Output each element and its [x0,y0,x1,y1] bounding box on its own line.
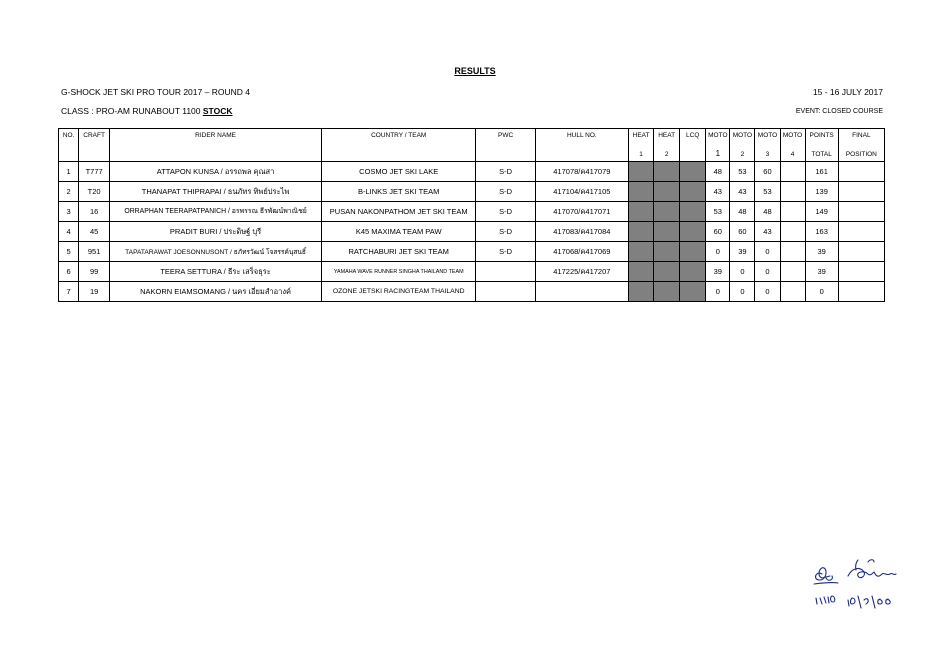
cell-final [838,282,884,302]
header-moto-3: MOTO 3 [755,129,780,162]
cell-team: RATCHABURI JET SKI TEAM [321,242,476,262]
header-points-total: POINTS TOTAL [805,129,838,162]
cell-points: 39 [805,242,838,262]
cell-craft: 951 [79,242,110,262]
cell-moto-4 [780,262,805,282]
cell-no: 5 [59,242,79,262]
header-final-position: FINAL POSITION [838,129,884,162]
cell-moto-4 [780,222,805,242]
cell-moto-2: 53 [730,162,755,182]
cell-craft: T20 [79,182,110,202]
cell-moto-3: 48 [755,202,780,222]
cell-lcq [680,182,706,202]
cell-rider-name: TAPATARAWAT JOESONNUSONT / ธภัทรวัฒน์ โจสรรค์นุสนธิ์ [110,242,322,262]
cell-moto-3: 53 [755,182,780,202]
header-craft: CRAFT [79,129,110,162]
cell-moto-3: 0 [755,262,780,282]
cell-final [838,202,884,222]
cell-points: 39 [805,262,838,282]
cell-heat-2 [654,262,680,282]
cell-heat-1 [629,202,654,222]
cell-rider-name: ORRAPHAN TEERAPATPANICH / อรพรรณ ธีรพัฒน์พาณิชย์ [110,202,322,222]
page-title: RESULTS [454,66,496,76]
cell-rider-name: NAKORN EIAMSOMANG / นคร เอี่ยมสำอางค์ [110,282,322,302]
cell-moto-3: 43 [755,222,780,242]
cell-hull [535,282,628,302]
cell-moto-4 [780,282,805,302]
class-prefix: CLASS : PRO-AM RUNABOUT 1100 [61,106,203,116]
cell-hull: 417104/ค417105 [535,182,628,202]
class-line [61,106,232,116]
table-row [59,202,885,222]
cell-hull: 417225/ค417207 [535,262,628,282]
cell-points: 0 [805,282,838,302]
cell-lcq [680,262,706,282]
cell-hull: 417070/ค417071 [535,202,628,222]
cell-rider-name: ATTAPON KUNSA / อรรถพล คุณสา [110,162,322,182]
cell-pwc: S-D [476,222,535,242]
cell-heat-2 [654,282,680,302]
cell-heat-1 [629,282,654,302]
cell-team: B-LINKS JET SKI TEAM [321,182,476,202]
header-rider-name: RIDER NAME [110,129,322,162]
cell-pwc: S-D [476,162,535,182]
cell-hull: 417068/ค417069 [535,242,628,262]
cell-points: 149 [805,202,838,222]
cell-pwc: S-D [476,242,535,262]
cell-moto-4 [780,162,805,182]
cell-heat-2 [654,162,680,182]
cell-points: 139 [805,182,838,202]
cell-heat-2 [654,202,680,222]
class-stock: STOCK [202,106,233,116]
table-row [59,262,885,282]
header-moto-1: MOTO 1 [706,129,730,162]
cell-no: 6 [59,262,79,282]
cell-heat-1 [629,242,654,262]
cell-rider-name: THANAPAT THIPRAPAI / ธนภัทร ทิพย์ประไพ [110,182,322,202]
cell-moto-4 [780,202,805,222]
cell-moto-2: 48 [730,202,755,222]
cell-heat-2 [654,182,680,202]
cell-hull: 417083/ค417084 [535,222,628,242]
cell-moto-4 [780,182,805,202]
header-moto-2: MOTO 2 [730,129,755,162]
table-row [59,282,885,302]
cell-no: 3 [59,202,79,222]
cell-moto-1: 60 [706,222,730,242]
cell-craft: 99 [79,262,110,282]
cell-moto-3: 0 [755,242,780,262]
header-hull-no: HULL NO. [535,129,628,162]
cell-moto-1: 0 [706,282,730,302]
header-moto-4: MOTO 4 [780,129,805,162]
cell-final [838,182,884,202]
cell-heat-1 [629,262,654,282]
cell-pwc: S-D [476,202,535,222]
cell-heat-2 [654,222,680,242]
table-header-row [59,129,885,162]
cell-heat-2 [654,242,680,262]
cell-craft: 45 [79,222,110,242]
table-row [59,182,885,202]
cell-lcq [680,222,706,242]
table-row [59,242,885,262]
cell-final [838,262,884,282]
cell-points: 161 [805,162,838,182]
cell-points: 163 [805,222,838,242]
cell-craft: T777 [79,162,110,182]
cell-moto-1: 53 [706,202,730,222]
cell-no: 7 [59,282,79,302]
cell-no: 2 [59,182,79,202]
cell-team: OZONE JETSKI RACINGTEAM THAILAND [321,282,476,302]
cell-pwc [476,262,535,282]
cell-rider-name: PRADIT BURI / ประดิษฐ์ บุรี [110,222,322,242]
cell-moto-3: 0 [755,282,780,302]
signature-image [808,556,900,614]
cell-heat-1 [629,182,654,202]
cell-heat-1 [629,162,654,182]
cell-moto-1: 39 [706,262,730,282]
event-date: 15 - 16 JULY 2017 [812,87,883,97]
cell-team: PUSAN NAKONPATHOM JET SKI TEAM [321,202,476,222]
results-table [58,128,885,302]
cell-rider-name: TEERA SETTURA / ธีระ เสร็จธุระ [110,262,322,282]
cell-moto-1: 43 [706,182,730,202]
cell-moto-2: 43 [730,182,755,202]
cell-moto-3: 60 [755,162,780,182]
cell-pwc: S-D [476,182,535,202]
cell-final [838,242,884,262]
cell-team: K45 MAXIMA TEAM PAW [321,222,476,242]
cell-no: 1 [59,162,79,182]
cell-moto-2: 39 [730,242,755,262]
table-row [59,162,885,182]
cell-final [838,222,884,242]
cell-team: COSMO JET SKI LAKE [321,162,476,182]
cell-lcq [680,202,706,222]
event-type: EVENT: CLOSED COURSE [795,108,883,115]
header-pwc: PWC [476,129,535,162]
cell-moto-1: 0 [706,242,730,262]
cell-hull: 417078/ค417079 [535,162,628,182]
cell-heat-1 [629,222,654,242]
cell-lcq [680,162,706,182]
header-heat-1: HEAT 1 [629,129,654,162]
cell-no: 4 [59,222,79,242]
cell-team: YAMAHA WAVE RUNNER SINGHA THAILAND TEAM [321,262,476,282]
cell-pwc [476,282,535,302]
cell-moto-2: 60 [730,222,755,242]
cell-lcq [680,282,706,302]
cell-moto-2: 0 [730,262,755,282]
cell-craft: 16 [79,202,110,222]
cell-moto-2: 0 [730,282,755,302]
cell-moto-1: 48 [706,162,730,182]
event-name: G-SHOCK JET SKI PRO TOUR 2017 – ROUND 4 [61,87,250,97]
cell-moto-4 [780,242,805,262]
header-country-team: COUNTRY / TEAM [321,129,476,162]
cell-final [838,162,884,182]
header-heat-2: HEAT 2 [654,129,680,162]
cell-craft: 19 [79,282,110,302]
cell-lcq [680,242,706,262]
table-row [59,222,885,242]
header-no: NO. [59,129,79,162]
header-lcq: LCQ [680,129,706,162]
